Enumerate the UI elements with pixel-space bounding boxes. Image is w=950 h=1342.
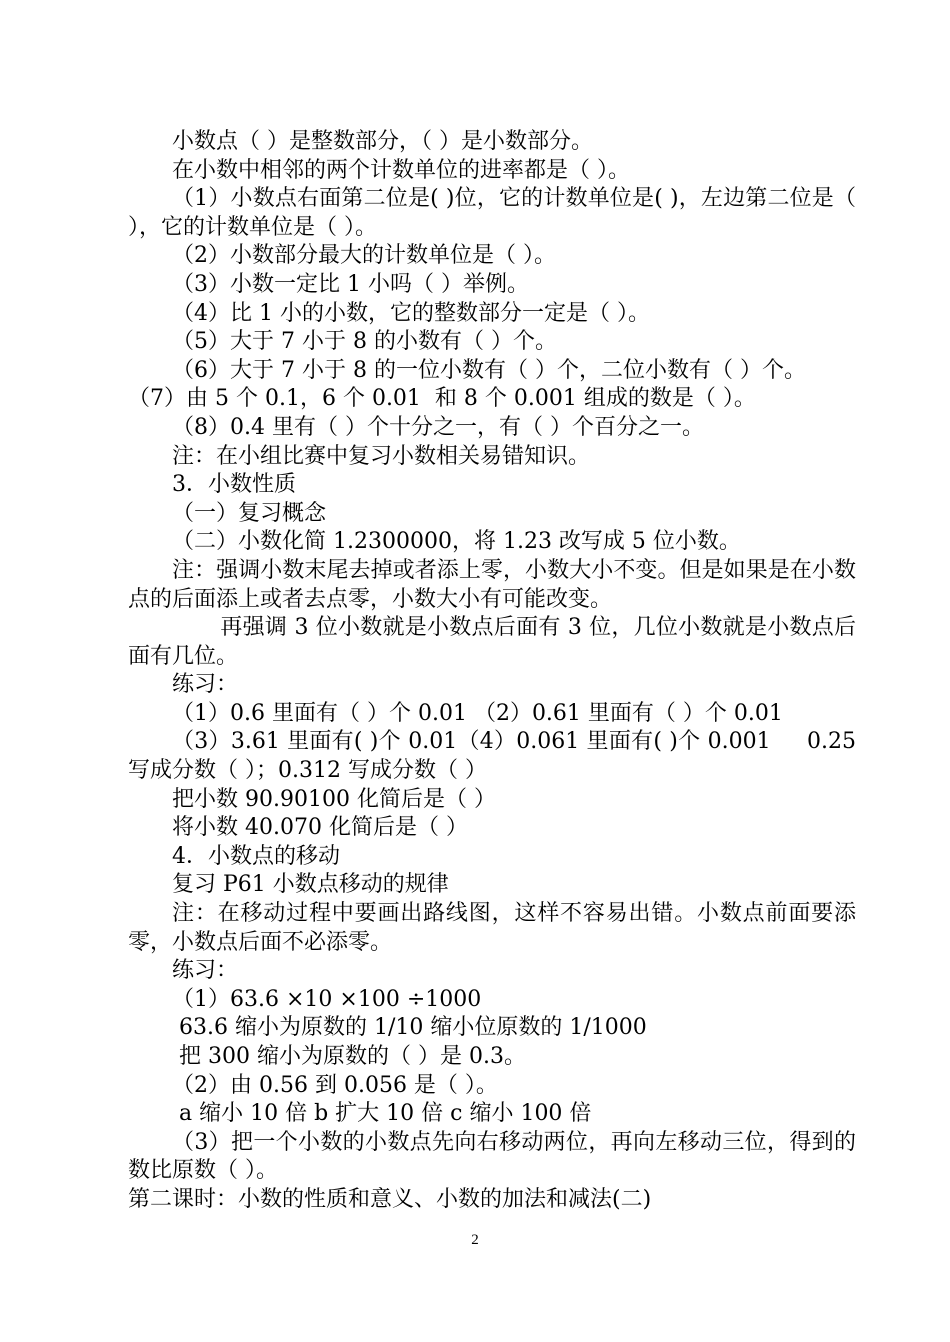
document-line: 小数点（ ）是整数部分，（ ）是小数部分。 [172, 129, 593, 154]
document-body [128, 128, 863, 1215]
document-line: （7）由 5 个 0.1，6 个 0.01 和 8 个 0.001 组成的数是（ ）。 [128, 386, 756, 412]
page-number: 2 [471, 1232, 479, 1248]
document-line: 把 300 缩小为原数的（ ）是 0.3。 [172, 1044, 526, 1069]
document-line: （一）复习概念 [172, 500, 327, 526]
document-line: （1）63.6 ×10 ×100 ÷1000 [172, 986, 482, 1012]
document-line: （8）0.4 里有（ ）个十分之一，有（ ）个百分之一。 [172, 414, 704, 440]
document-line: （5）大于 7 小于 8 的小数有（ ）个。 [172, 329, 557, 355]
document-line: （2）由 0.56 到 0.056 是（ ）。 [172, 1072, 498, 1098]
document-line: （1）0.6 里面有（ ）个 0.01 （2）0.61 里面有（ ）个 0.01 [172, 700, 783, 726]
document-line: （2）小数部分最大的计数单位是（ ）。 [172, 243, 556, 269]
document-line: 在小数中相邻的两个计数单位的进率都是（ ）。 [172, 157, 630, 183]
document-line: （6）大于 7 小于 8 的一位小数有（ ）个，二位小数有（ ）个。 [172, 357, 806, 383]
document-line: 把小数 90.90100 化简后是（ ） [172, 786, 496, 812]
document-line: 63.6 缩小为原数的 1/10 缩小位原数的 1/1000 [172, 1015, 647, 1041]
document-line: 4．小数点的移动 [172, 843, 340, 869]
document-line: （3）小数一定比 1 小吗（ ）举例。 [172, 271, 529, 297]
document-line: 再强调 3 位小数就是小数点后面有 3 位，几位小数就是小数点后面有几位。 [128, 615, 856, 669]
document-line: 练习： [172, 672, 239, 698]
document-line: （3）把一个小数的小数点先向右移动两位，再向左移动三位，得到的数比原数（ ）。 [128, 1129, 856, 1184]
document-line: 注：在移动过程中要画出路线图，这样不容易出错。小数点前面要添零，小数点后面不必添零。 [128, 901, 856, 955]
document-line: a 缩小 10 倍 b 扩大 10 倍 c 缩小 100 倍 [172, 1101, 592, 1127]
document-line: 练习： [172, 958, 239, 984]
document-line: 注：在小组比赛中复习小数相关易错知识。 [172, 443, 591, 469]
document-line: 注：强调小数末尾去掉或者添上零，小数大小不变。但是如果是在小数点的后面添上或者去点零，小数大小有可能改变。 [128, 557, 856, 612]
document-line: 将小数 40.070 化简后是（ ） [172, 815, 468, 841]
document-line: （4）比 1 小的小数，它的整数部分一定是（ ）。 [172, 300, 650, 326]
document-line: 复习 P61 小数点移动的规律 [172, 872, 449, 898]
document-line: 第二课时：小数的性质和意义、小数的加法和减法(二) [128, 1186, 652, 1212]
document-line: （1）小数点右面第二位是( )位，它的计数单位是( )，左边第二位是（ ），它的计数单位是（ ）。 [128, 186, 863, 240]
document-line: （二）小数化简 1.2300000，将 1.23 改写成 5 位小数。 [172, 529, 741, 555]
document-line: （3）3.61 里面有( )个 0.01（4）0.061 里面有( )个 0.001 0.25 写成分数（ ）；0.312 写成分数（ ） [128, 729, 863, 784]
document-line: 3．小数性质 [172, 472, 296, 498]
